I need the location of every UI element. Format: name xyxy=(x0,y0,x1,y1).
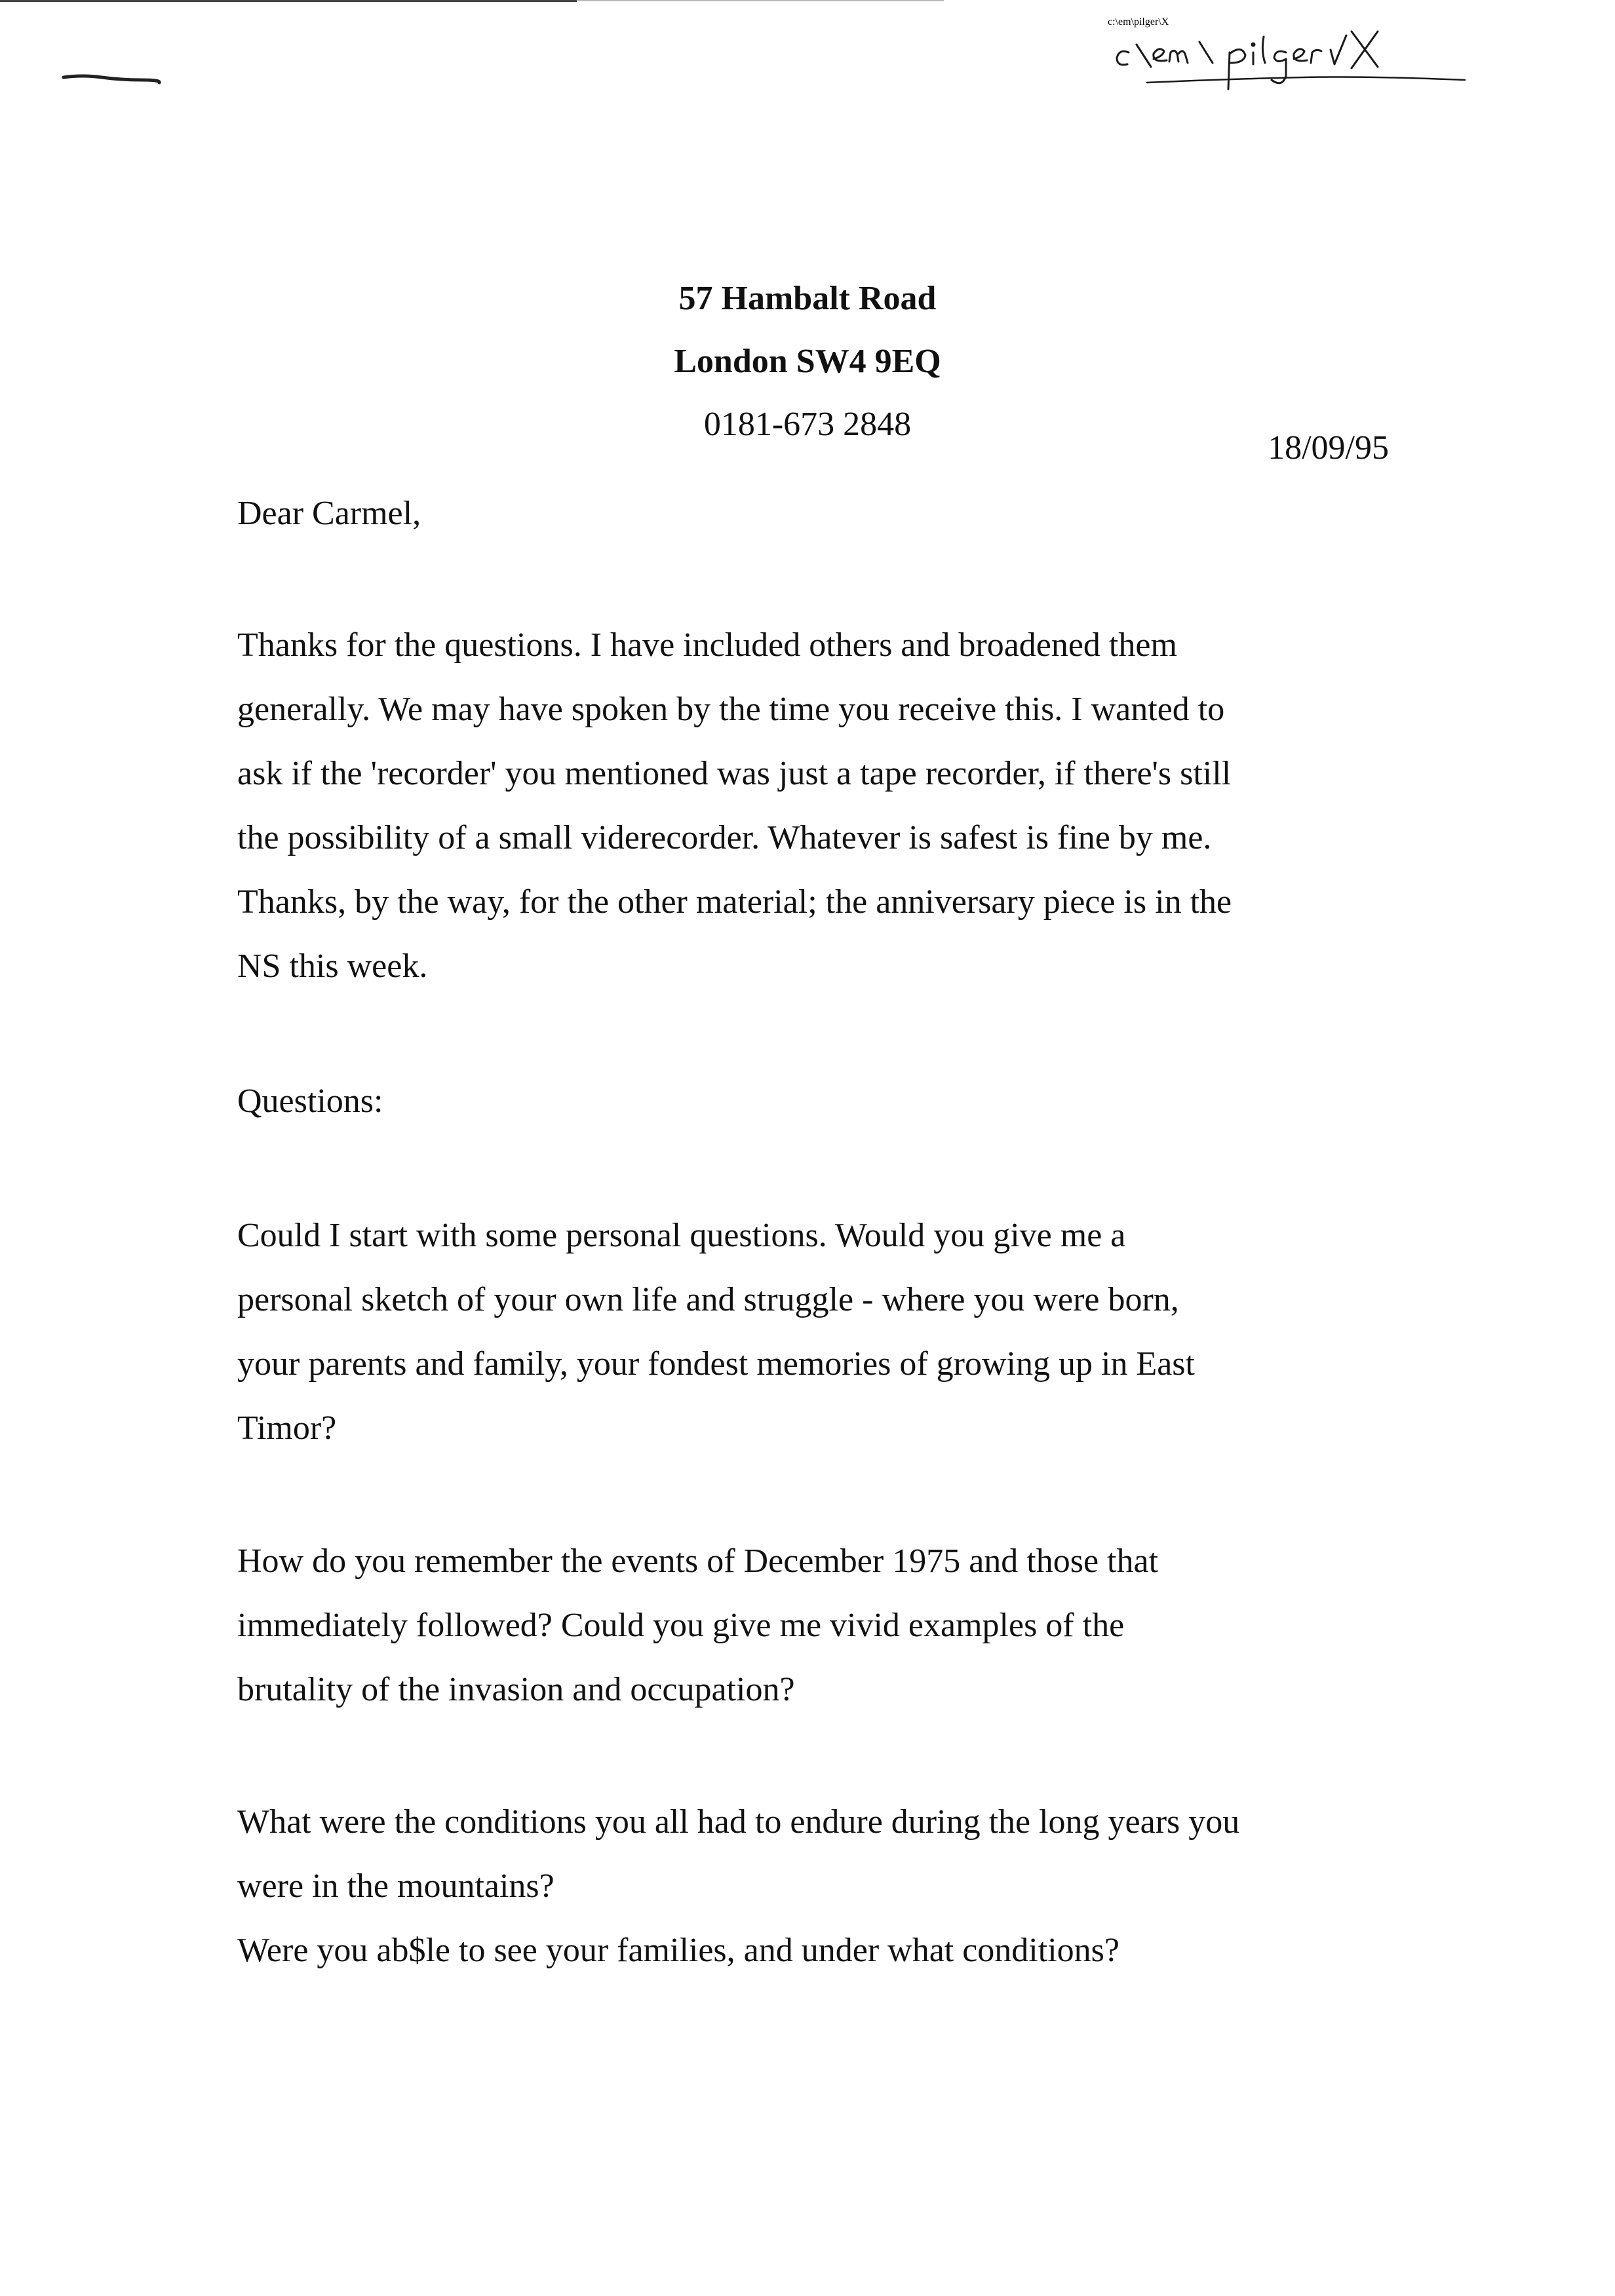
text-line: Could I start with some personal questions. Would you give me a xyxy=(237,1217,1126,1254)
text-line: personal sketch of your own life and struggle - where you were born, xyxy=(237,1281,1179,1318)
question-1 xyxy=(237,1204,1195,1461)
letterhead-phone: 0181-673 2848 xyxy=(703,406,912,443)
text-line: brutality of the invasion and occupation? xyxy=(237,1671,795,1708)
text-line: the possibility of a small viderecorder. Whatever is safest is fine by me. xyxy=(237,819,1212,856)
scan-edge-line xyxy=(0,0,577,2)
text-line: immediately followed? Could you give me vivid examples of the xyxy=(237,1607,1125,1644)
text-line: generally. We may have spoken by the time you receive this. I wanted to xyxy=(237,691,1225,728)
text-line: NS this week. xyxy=(237,947,428,985)
handwritten-file-path xyxy=(1108,16,1475,97)
text-line: Thanks, by the way, for the other material; the anniversary piece is in the xyxy=(237,883,1232,921)
scan-edge-line-faint xyxy=(577,0,944,1)
letterhead-street: 57 Hambalt Road xyxy=(678,280,937,317)
text-line: Thanks for the questions. I have included others and broadened them xyxy=(237,626,1177,664)
letterhead-city: London SW4 9EQ xyxy=(674,343,941,380)
text-line: What were the conditions you all had to endure during the long years you xyxy=(237,1803,1240,1841)
heading-text: Questions: xyxy=(237,1082,383,1120)
scan-mark xyxy=(62,71,161,86)
salutation: Dear Carmel, xyxy=(237,495,421,532)
text-line: How do you remember the events of December 1975 and those that xyxy=(237,1542,1159,1580)
questions-heading xyxy=(237,1069,383,1134)
question-3 xyxy=(237,1790,1239,1983)
text-line: ask if the 'recorder' you mentioned was just a tape recorder, if there's still xyxy=(237,755,1232,792)
text-line: Were you ab$le to see your families, and under what conditions? xyxy=(237,1932,1119,1969)
intro-paragraph xyxy=(237,613,1232,999)
handwritten-note-text: c:\em\pilger\X xyxy=(1108,16,1169,28)
question-2 xyxy=(237,1529,1158,1722)
text-line: were in the mountains? xyxy=(237,1867,555,1905)
letter-date: 18/09/95 xyxy=(1268,429,1389,467)
text-line: Timor? xyxy=(237,1409,337,1447)
text-line: your parents and family, your fondest memories of growing up in East xyxy=(237,1345,1195,1383)
